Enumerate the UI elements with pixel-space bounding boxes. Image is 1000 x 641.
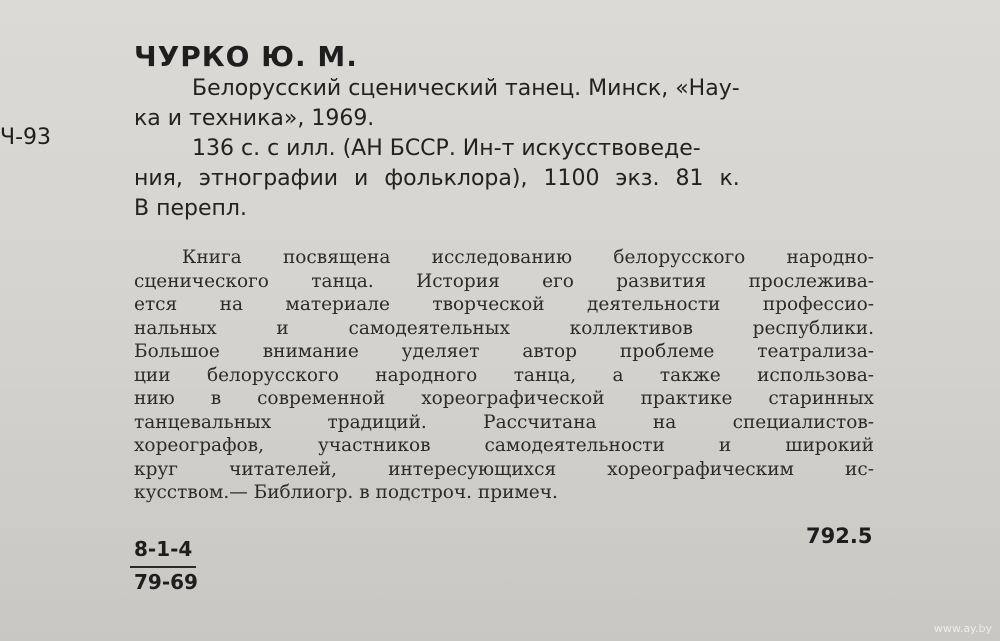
annotation-line: нию в современной хореографической практике старинных xyxy=(134,388,874,409)
annotation-line: сценического танца. История его развития прослеживa- xyxy=(134,270,874,292)
bib-line: ния, этнографии и фольклора), 1100 экз. 81 к. xyxy=(134,166,740,191)
shelf-mark: Ч-93 xyxy=(0,125,52,150)
classification-code-top: 8-1-4 xyxy=(134,537,193,561)
annotation-line: кусством.— Библиогр. в подстроч. примеч. xyxy=(134,482,558,503)
annotation-line: круг читателей, интересующихся хореографическим ис- xyxy=(134,458,874,480)
annotation-line: ется на материале творческой деятельности профессио- xyxy=(134,294,874,315)
fraction-rule xyxy=(130,566,196,568)
bibliographic-description xyxy=(134,74,874,224)
site-watermark: www.ay.by xyxy=(933,622,992,635)
author-heading: ЧУРКО Ю. М. xyxy=(134,40,358,73)
udc-index: 792.5 xyxy=(806,524,873,548)
bib-line: В перепл. xyxy=(134,196,247,221)
bib-line: 136 с. с илл. (АН БССР. Ин-т искусствоведе- xyxy=(192,136,701,161)
annotation-line: нальных и самодеятельных коллективов республики. xyxy=(134,317,874,339)
annotation-line: Книга посвящена исследованию белорусского народно- xyxy=(182,247,874,268)
annotation-line: танцевальных традиций. Рассчитана на специалистов- xyxy=(134,411,874,433)
annotation-line: ции белорусского народного танца, а также использова- xyxy=(134,364,874,386)
bib-line: Белорусский сценический танец. Минск, «Нау- xyxy=(192,76,740,101)
annotation-line: Большое внимание уделяет автор проблеме театрализа- xyxy=(134,341,874,362)
classification-code-bottom: 79-69 xyxy=(134,570,198,594)
annotation xyxy=(134,246,874,505)
bib-line: ка и техника», 1969. xyxy=(134,106,375,131)
annotation-line: хореографов, участников самодеятельности и широкий xyxy=(134,435,874,456)
